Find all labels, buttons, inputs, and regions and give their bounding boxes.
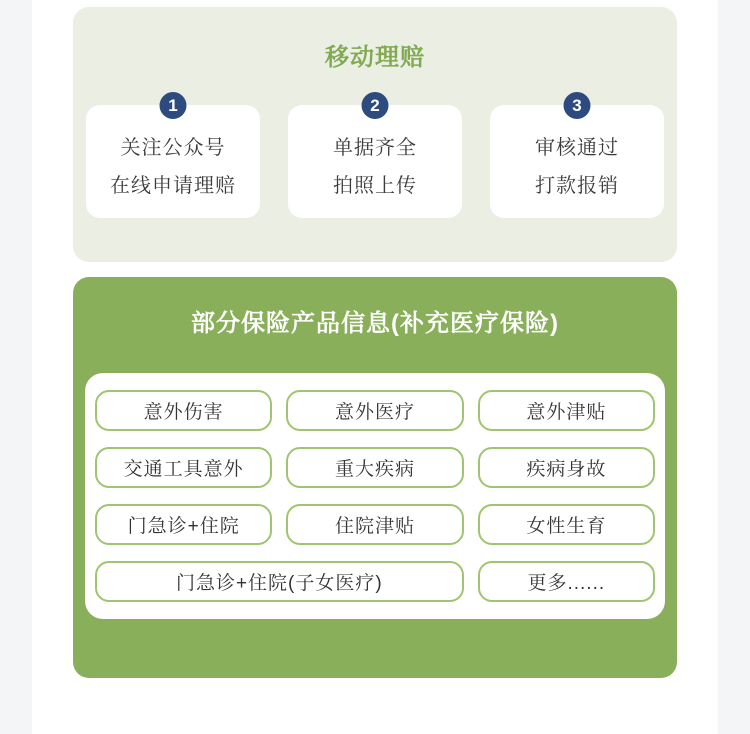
claims-step-card-3 (490, 95, 664, 218)
claims-steps-row (73, 95, 677, 218)
product-pill-female-maternity[interactable]: 女性生育 (478, 504, 655, 545)
step-1-number-badge: 1 (160, 92, 187, 119)
insurance-products-title: 部分保险产品信息(补充医疗保险) (191, 310, 559, 337)
page (32, 0, 718, 734)
step-2-line-1: 单据齐全 (333, 136, 417, 159)
step-3-line-2: 打款报销 (535, 174, 619, 197)
insurance-products-panel (73, 277, 677, 678)
product-pill-transport-accident[interactable]: 交通工具意外 (95, 447, 272, 488)
product-pill-accident-allowance[interactable]: 意外津贴 (478, 390, 655, 431)
product-pill-accident-injury[interactable]: 意外伤害 (95, 390, 272, 431)
product-pill-accident-medical[interactable]: 意外医疗 (286, 390, 463, 431)
product-pill-hospital-allowance[interactable]: 住院津贴 (286, 504, 463, 545)
product-pill-children-medical[interactable]: 门急诊+住院(子女医疗) (95, 561, 464, 602)
step-2-line-2: 拍照上传 (333, 174, 417, 197)
mobile-claims-panel (73, 7, 677, 262)
product-pill-illness-death[interactable]: 疾病身故 (478, 447, 655, 488)
claims-step-card-2 (288, 95, 462, 218)
product-pill-critical-illness[interactable]: 重大疾病 (286, 447, 463, 488)
product-pill-more[interactable]: 更多...... (478, 561, 655, 602)
product-pill-container (85, 373, 665, 619)
mobile-claims-title: 移动理赔 (325, 44, 425, 71)
step-3-line-1: 审核通过 (535, 136, 619, 159)
step-3-number-badge: 3 (564, 92, 591, 119)
step-1-line-1: 关注公众号 (120, 136, 226, 159)
step-1-line-2: 在线申请理赔 (110, 174, 236, 197)
step-2-number-badge: 2 (362, 92, 389, 119)
claims-step-card-1 (86, 95, 260, 218)
product-pill-outpatient-hospital[interactable]: 门急诊+住院 (95, 504, 272, 545)
